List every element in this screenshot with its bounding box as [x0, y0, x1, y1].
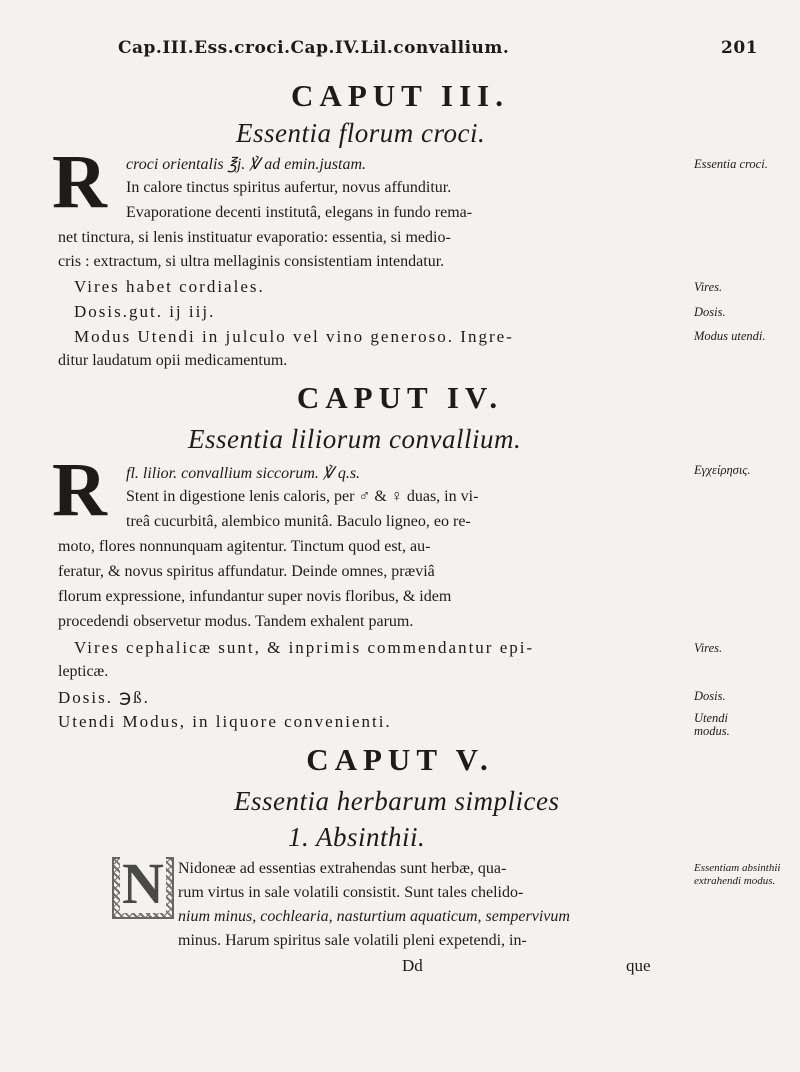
chapter-3-subtitle: Essentia florum croci.	[236, 118, 486, 148]
chapter-5-line-4: minus. Harum spiritus sale volatili pleni expetendi, in-	[178, 932, 527, 949]
folio-number: 201	[721, 38, 758, 58]
chapter-4-line-2: Stent in digestione lenis caloris, per ♂ & ♀ duas, in vi-	[126, 488, 479, 505]
chapter-4-line-5: feratur, & novus spiritus affundatur. Deinde omnes, præviâ	[58, 563, 435, 580]
chapter-3-line-5: cris : extractum, si ultra mellaginis consistentiam intendatur.	[58, 253, 445, 270]
chapter-3-dosis: Dosis.gut. ij iij.	[74, 302, 216, 321]
chapter-3-dropcap: R	[52, 140, 107, 224]
chapter-5-heading: CAPUT V.	[306, 742, 494, 777]
chapter-3-modus: Modus Utendi in julculo vel vino generoso. Ingre-	[74, 327, 514, 346]
chapter-4-margin-note-1: Εγχείρησις.	[694, 463, 751, 477]
chapter-5-margin-note: Essentiam absinthii extrahendi modus.	[694, 862, 781, 887]
chapter-4-line-1: fl. lilior. convallium siccorum. ℣ q.s.	[126, 465, 361, 482]
running-title: Cap.III.Ess.croci.Cap.IV.Lil.convallium.	[118, 38, 510, 58]
chapter-5-dropcap: N	[122, 851, 164, 916]
chapter-3-line-3: Evaporatione decenti institutâ, elegans in fundo rema-	[126, 204, 473, 221]
chapter-4-margin-note-2: Vires.	[694, 641, 723, 655]
chapter-3-line-9: ditur laudatum opii medicamentum.	[58, 352, 288, 369]
chapter-3-heading: CAPUT III.	[291, 78, 509, 113]
chapter-3-margin-note-2: Vires.	[694, 280, 723, 294]
catchword: que	[626, 956, 651, 975]
chapter-3-line-1: croci orientalis ℥j. ℣ ad emin.justam.	[126, 156, 367, 173]
chapter-3-vires: Vires habet cordiales.	[74, 277, 265, 296]
chapter-4-vires: Vires cephalicæ sunt, & inprimis commendantur epi-	[74, 638, 535, 657]
running-header	[118, 38, 758, 58]
chapter-4-subtitle: Essentia liliorum convallium.	[188, 424, 522, 454]
chapter-4-margin-note-3: Dosis.	[694, 689, 726, 703]
chapter-3-line-2: In calore tinctus spiritus aufertur, novus affunditur.	[126, 179, 452, 196]
chapter-4-line-9: lepticæ.	[58, 663, 109, 680]
ornamental-initial	[112, 851, 174, 919]
chapter-4-line-4: moto, flores nonnunquam agitentur. Tinctum quod est, au-	[58, 538, 431, 555]
chapter-5-subtitle: Essentia herbarum simplices	[234, 786, 560, 816]
chapter-5-subtitle-2: 1. Absinthii.	[288, 822, 426, 852]
catchword-signature: Dd	[402, 956, 423, 975]
chapter-3-margin-note-4: Modus utendi.	[694, 329, 766, 343]
chapter-4-modus: Utendi Modus, in liquore convenienti.	[58, 712, 392, 731]
chapter-4-line-7: procedendi observetur modus. Tandem exhalent parum.	[58, 613, 414, 630]
chapter-4-heading: CAPUT IV.	[296, 380, 504, 415]
chapter-4-line-3: treâ cucurbitâ, alembico munitâ. Baculo ligneo, eo re-	[126, 513, 471, 530]
chapter-4-line-6: florum expressione, infundantur super novis floribus, & idem	[58, 588, 452, 605]
chapter-4-dropcap: R	[52, 448, 107, 532]
chapter-3-margin-note-3: Dosis.	[694, 305, 726, 319]
chapter-5-line-2: rum virtus in sale volatili consistit. Sunt tales chelido-	[178, 884, 524, 901]
chapter-5-line-3: nium minus, cochlearia, nasturtium aquaticum, sempervivum	[178, 908, 570, 925]
chapter-5-line-1: Nidoneæ ad essentias extrahendas sunt herbæ, qua-	[178, 860, 507, 877]
chapter-3-line-4: net tinctura, si lenis instituatur evaporatio: essentia, si medio-	[58, 229, 451, 246]
chapter-4-margin-note-4: Utendi modus.	[694, 711, 730, 738]
chapter-3-margin-note-1: Essentia croci.	[694, 157, 768, 171]
chapter-4-dosis: Dosis. ℈ß.	[58, 688, 150, 707]
